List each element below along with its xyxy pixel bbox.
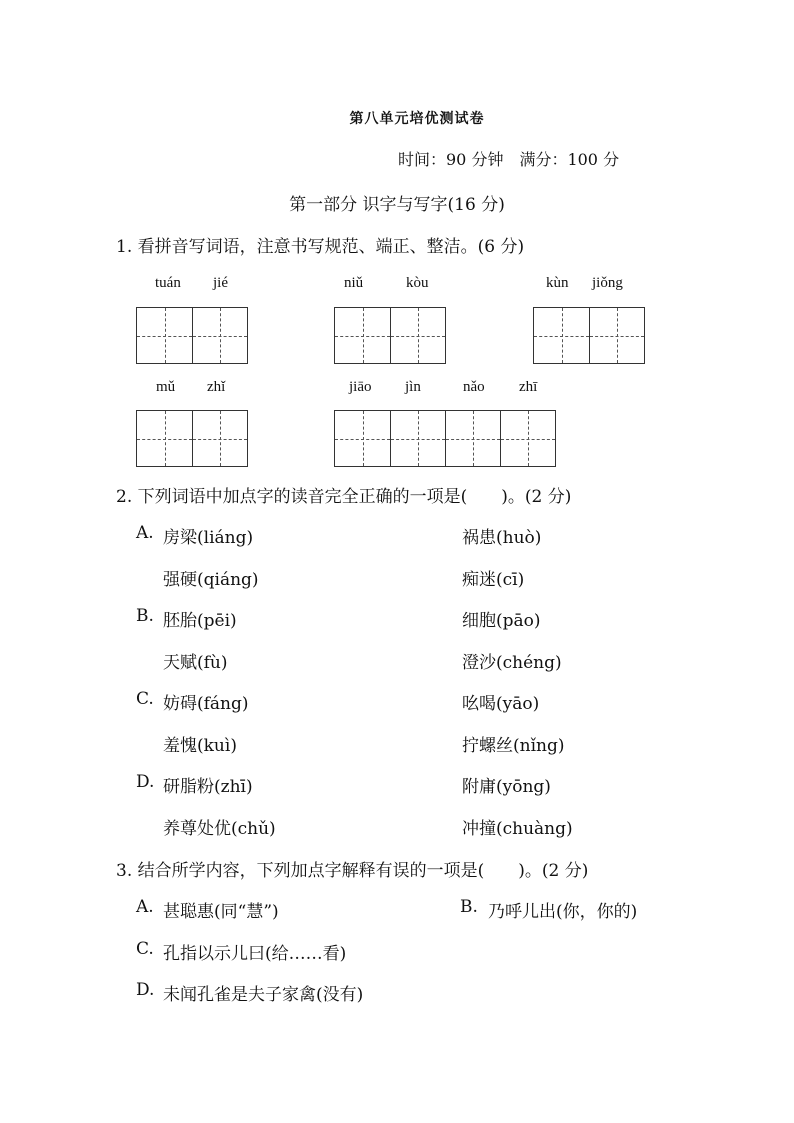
- pinyin: mǔ: [156, 379, 176, 395]
- option-item: 附庸(yōng): [462, 777, 551, 797]
- option-item: 强硬(qiáng): [163, 570, 259, 590]
- writing-grid[interactable]: [136, 410, 248, 467]
- writing-cell[interactable]: [335, 411, 390, 466]
- writing-grid[interactable]: [136, 307, 248, 364]
- pinyin: kòu: [406, 275, 429, 291]
- option-text: 未闻孔雀是夫子家禽(没有): [163, 985, 364, 1005]
- option-text: 甚聪惠(同“慧”): [163, 902, 279, 922]
- option-letter: A.: [136, 897, 154, 917]
- option-item: 羞愧(kuì): [163, 736, 237, 756]
- pinyin: jiāo: [349, 379, 372, 395]
- question-3-prompt: 3. 结合所学内容，下列加点字解释有误的一项是( )。(2 分): [116, 861, 589, 881]
- pinyin: tuán: [155, 275, 181, 291]
- option-item: 胚胎(pēi): [163, 611, 237, 631]
- option-letter: A.: [136, 523, 154, 543]
- pinyin: jìn: [405, 379, 421, 395]
- section-title: 第一部分 识字与写字(16 分): [289, 195, 505, 215]
- pinyin: jié: [213, 275, 228, 291]
- exam-title: 第八单元培优测试卷: [349, 111, 485, 127]
- option-item: 房梁(liáng): [163, 528, 254, 548]
- option-item: 吆喝(yāo): [462, 694, 540, 714]
- option-letter: C.: [136, 939, 154, 959]
- option-item: 养尊处优(chǔ): [163, 819, 276, 839]
- option-item: 妨碍(fáng): [163, 694, 249, 714]
- writing-grid[interactable]: [334, 307, 446, 364]
- option-text: 孔指以示儿曰(给……看): [163, 944, 347, 964]
- writing-grid[interactable]: [533, 307, 645, 364]
- writing-cell[interactable]: [137, 411, 192, 466]
- pinyin: zhǐ: [207, 379, 226, 395]
- writing-cell[interactable]: [390, 411, 445, 466]
- writing-cell[interactable]: [500, 411, 555, 466]
- option-item: 澄沙(chéng): [462, 653, 562, 673]
- pinyin: jiǒng: [592, 275, 623, 291]
- writing-grid[interactable]: [334, 410, 556, 467]
- option-letter: D.: [136, 980, 155, 1000]
- writing-cell[interactable]: [137, 308, 192, 363]
- writing-cell[interactable]: [192, 411, 247, 466]
- option-item: 祸患(huò): [462, 528, 542, 548]
- option-item: 痴迷(cī): [462, 570, 525, 590]
- exam-time-info: 时间：90 分钟 满分：100 分: [398, 150, 620, 169]
- option-letter: D.: [136, 772, 155, 792]
- pinyin: nǎo: [463, 379, 485, 395]
- option-text: 乃呼儿出(你，你的): [488, 902, 638, 922]
- writing-cell[interactable]: [445, 411, 500, 466]
- pinyin: kùn: [546, 275, 569, 291]
- question-1-prompt: 1. 看拼音写词语，注意书写规范、端正、整洁。(6 分): [116, 237, 525, 257]
- option-item: 研脂粉(zhī): [163, 777, 253, 797]
- option-item: 冲撞(chuàng): [462, 819, 573, 839]
- option-item: 细胞(pāo): [462, 611, 541, 631]
- pinyin: zhī: [519, 379, 538, 395]
- option-item: 天赋(fù): [163, 653, 228, 673]
- option-letter: C.: [136, 689, 154, 709]
- writing-cell[interactable]: [335, 308, 390, 363]
- writing-cell[interactable]: [589, 308, 644, 363]
- writing-cell[interactable]: [534, 308, 589, 363]
- pinyin: niǔ: [344, 275, 364, 291]
- option-letter: B.: [460, 897, 478, 917]
- writing-cell[interactable]: [192, 308, 247, 363]
- option-letter: B.: [136, 606, 154, 626]
- question-2-prompt: 2. 下列词语中加点字的读音完全正确的一项是( )。(2 分): [116, 487, 572, 507]
- option-item: 拧螺丝(nǐng): [462, 736, 565, 756]
- writing-cell[interactable]: [390, 308, 445, 363]
